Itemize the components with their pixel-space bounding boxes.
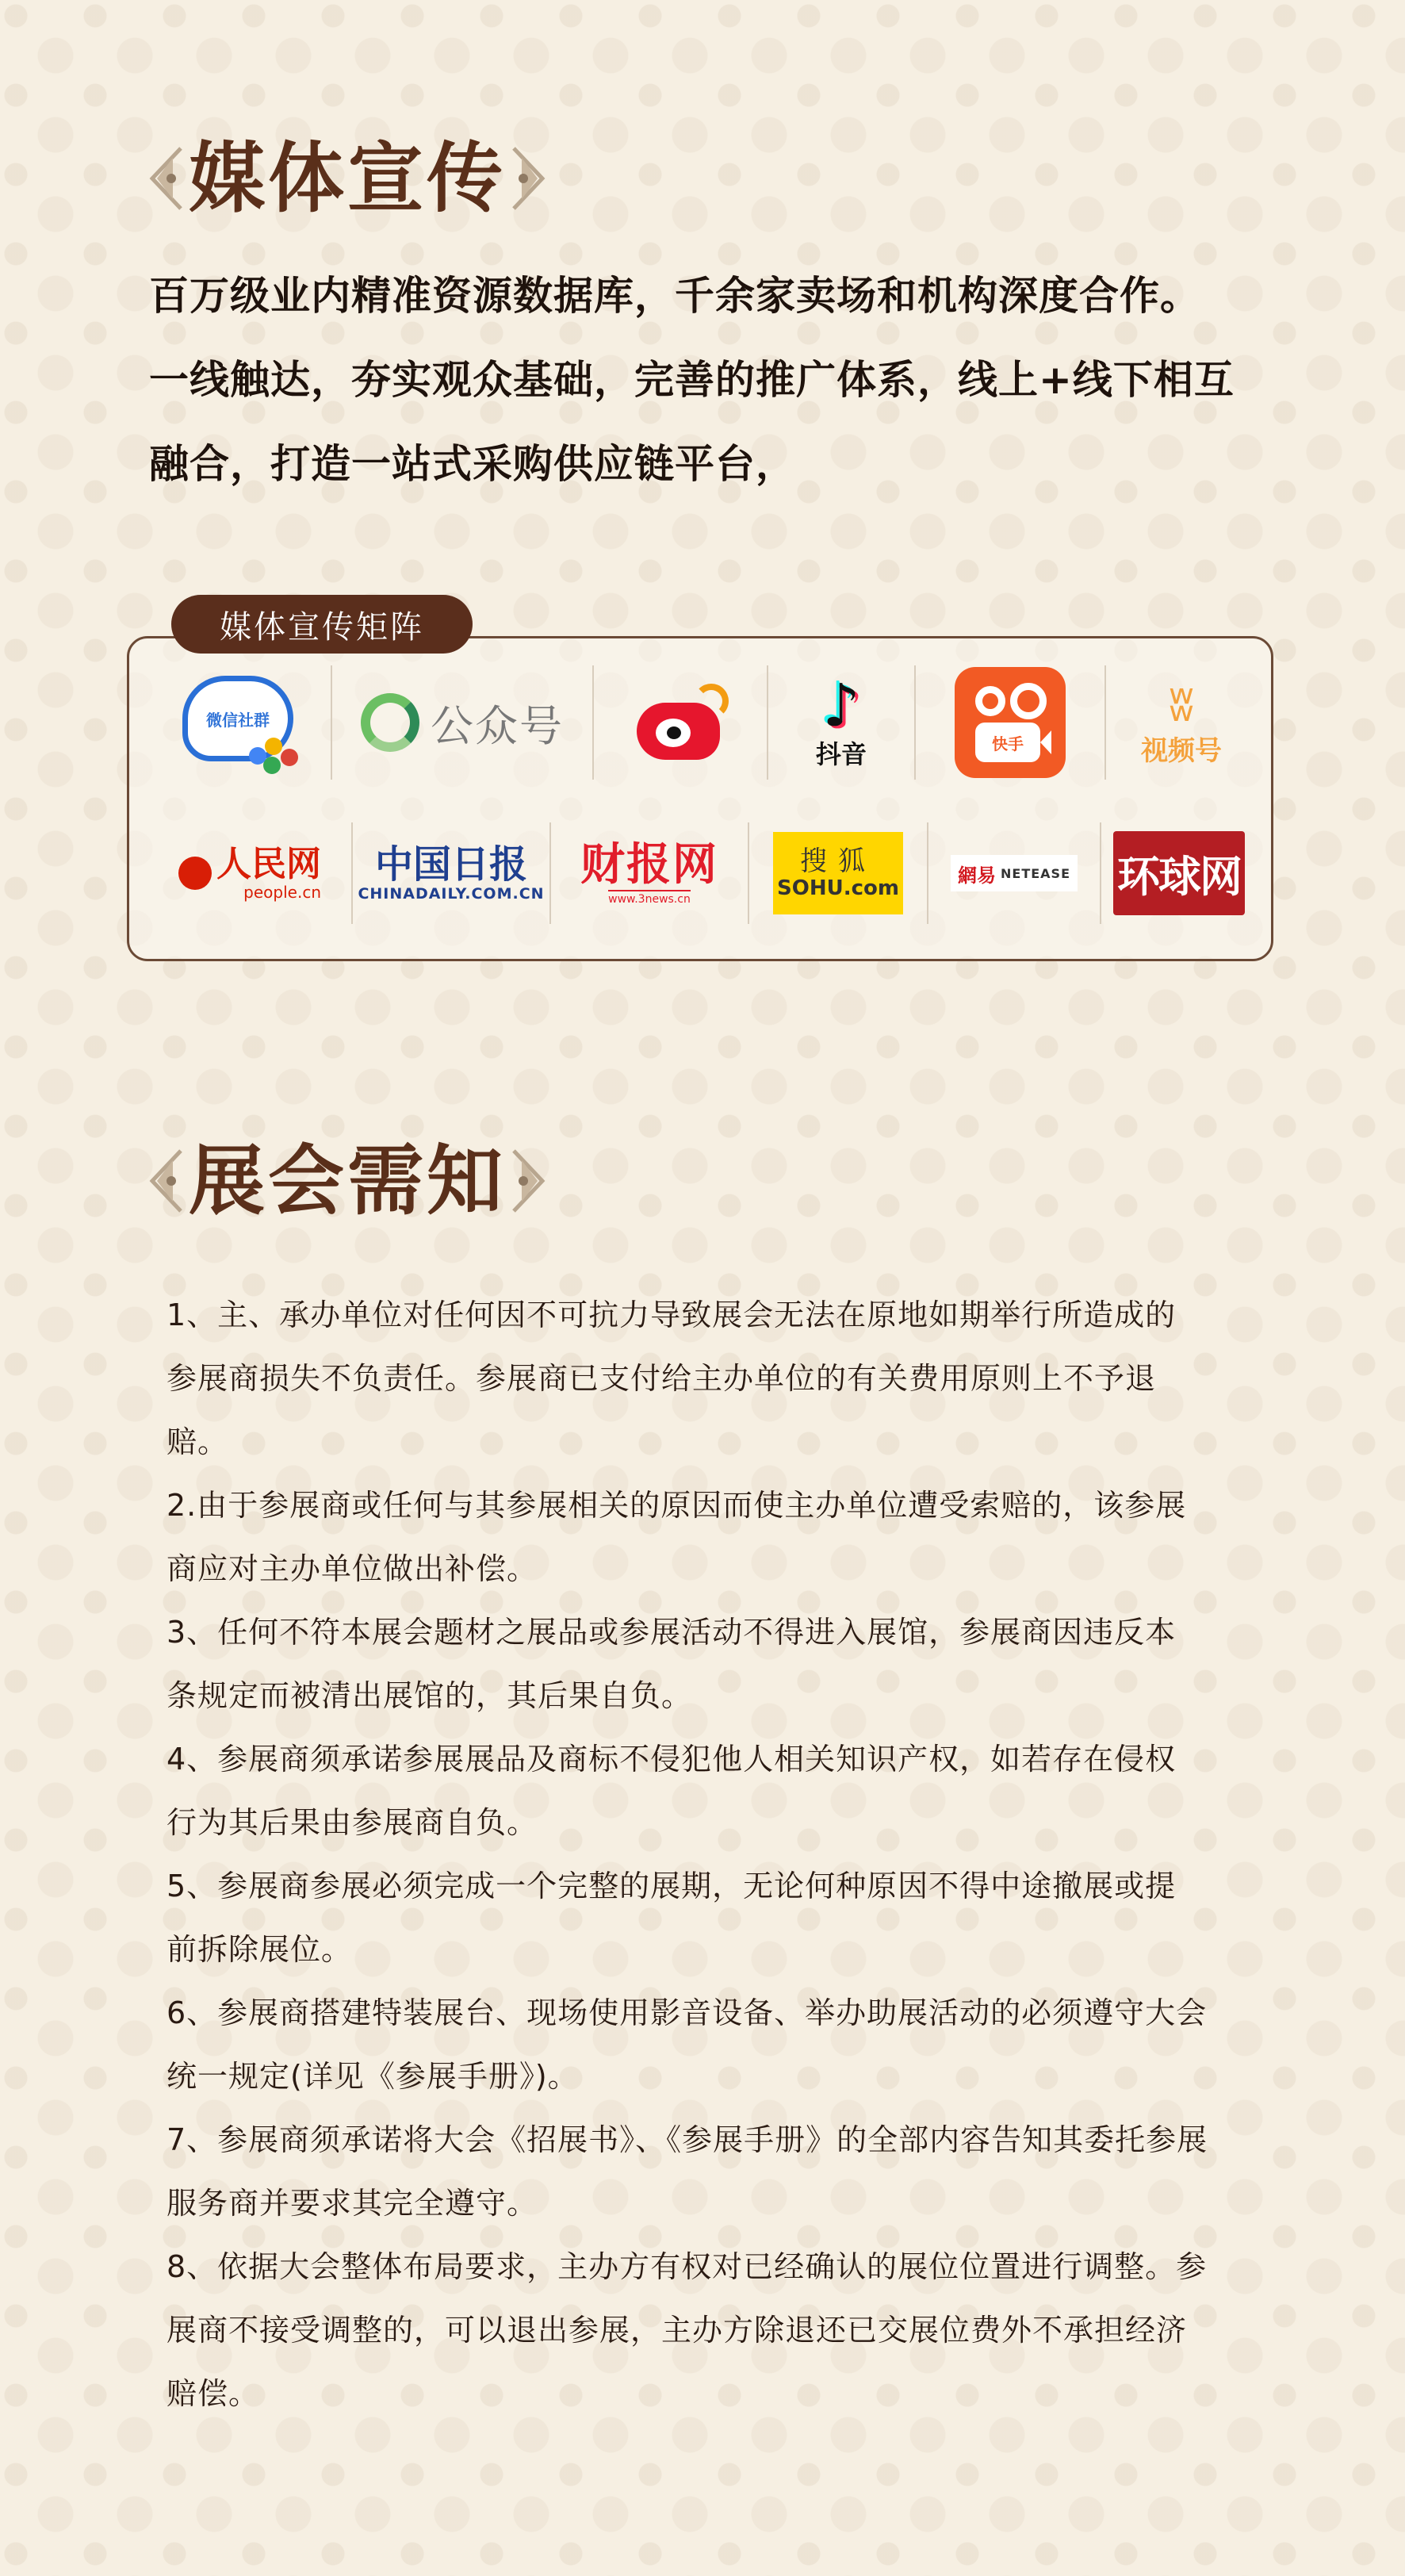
media-section-header	[141, 127, 553, 230]
sohu-sub: SOHU.com	[777, 876, 899, 900]
left-ornament-icon	[141, 1144, 182, 1217]
notice-line: 赔偿。	[167, 2376, 260, 2411]
gongzhonghao-label: 公众号	[431, 700, 564, 751]
left-ornament-icon	[141, 142, 182, 215]
notice-line: 2.由于参展商或任何与其参展相关的原因而使主办单位遭受索赔的，该参展	[167, 1488, 1187, 1523]
weibo-icon	[629, 679, 732, 766]
media-section-title: 媒体宣传	[189, 133, 506, 223]
notice-section-title: 展会需知	[189, 1136, 506, 1225]
huanqiu-title: 环球网	[1113, 831, 1245, 915]
shipinhao-logo	[1104, 665, 1257, 780]
kuaishou-logo	[914, 665, 1104, 780]
gongzhonghao-icon	[361, 693, 419, 752]
media-matrix-box	[127, 636, 1273, 961]
notice-line: 6、参展商搭建特装展台、现场使用影音设备、举办助展活动的必须遵守大会	[167, 1995, 1208, 2030]
people-icon	[178, 857, 212, 890]
chinadaily-title: 中国日报	[374, 842, 527, 887]
media-intro	[149, 254, 1275, 506]
wechat-group-label: 微信社群	[182, 676, 293, 761]
douyin-label: 抖音	[815, 739, 867, 769]
people-title: 人民网	[216, 844, 321, 884]
media-logo-row-2	[148, 822, 1257, 924]
notice-line: 7、参展商须承诺将大会《招展书》、《参展手册》的全部内容告知其委托参展	[167, 2122, 1208, 2157]
notice-line: 赔。	[167, 1424, 229, 1459]
intro-line: 一线触达，夯实观众基础，完善的推广体系，线上+线下相互	[149, 357, 1235, 403]
kuaishou-label: 快手	[975, 723, 1040, 762]
cbn-title: 财报网	[580, 839, 718, 891]
weibo-logo	[592, 665, 767, 780]
notice-line: 5、参展商参展必须完成一个完整的展期，无论何种原因不得中途撤展或提	[167, 1869, 1177, 1903]
right-ornament-icon	[512, 142, 553, 215]
notice-list	[167, 1283, 1253, 2425]
notice-line: 1、主、承办单位对任何因不可抗力导致展会无法在原地如期举行所造成的	[167, 1298, 1177, 1332]
chinadaily-sub: CHINADAILY.COM.CN	[358, 885, 545, 903]
huanqiu-logo	[1100, 822, 1257, 924]
netease-cn: 網易	[958, 863, 996, 887]
notice-line: 行为其后果由参展商自负。	[167, 1805, 538, 1840]
douyin-logo	[767, 665, 914, 780]
notice-line: 条规定而被清出展馆的，其后果自负。	[167, 1678, 693, 1713]
netease-en: NETEASE	[1001, 865, 1070, 881]
shipinhao-icon: ʬ	[1169, 673, 1194, 732]
notice-line: 4、参展商须承诺参展展品及商标不侵犯他人相关知识产权，如若存在侵权	[167, 1742, 1177, 1777]
notice-line: 统一规定(详见《参展手册》)。	[167, 2059, 579, 2094]
sohu-logo	[748, 822, 927, 924]
media-logo-row-1	[148, 665, 1257, 780]
notice-line: 服务商并要求其完全遵守。	[167, 2186, 538, 2221]
right-ornament-icon	[512, 1144, 553, 1217]
notice-line: 前拆除展位。	[167, 1932, 353, 1967]
kuaishou-icon	[955, 667, 1066, 778]
notice-line: 商应对主办单位做出补偿。	[167, 1551, 538, 1586]
sohu-title: 搜狐	[800, 845, 876, 877]
intro-line: 融合，打造一站式采购供应链平台，	[149, 441, 796, 487]
wechat-group-logo	[148, 665, 331, 780]
shipinhao-label: 视频号	[1141, 734, 1222, 767]
notice-line: 展商不接受调整的，可以退出参展，主办方除退还已交展位费外不承担经济	[167, 2313, 1188, 2348]
cbn-logo	[549, 822, 748, 924]
chinadaily-logo	[351, 822, 549, 924]
people-logo	[148, 822, 351, 924]
media-matrix-label: 媒体宣传矩阵	[171, 595, 473, 654]
cbn-sub: www.3news.cn	[608, 890, 691, 906]
notice-line: 3、任何不符本展会题材之展品或参展活动不得进入展馆，参展商因违反本	[167, 1615, 1177, 1650]
people-sub: people.cn	[243, 883, 321, 902]
notice-line: 8、依据大会整体布局要求，主办方有权对已经确认的展位位置进行调整。参	[167, 2249, 1208, 2284]
intro-line: 百万级业内精准资源数据库，千余家卖场和机构深度合作。	[149, 273, 1200, 319]
notice-line: 参展商损失不负责任。参展商已支付给主办单位的有关费用原则上不予退	[167, 1361, 1157, 1396]
netease-logo	[927, 822, 1100, 924]
douyin-icon: ♪	[822, 672, 860, 740]
notice-section-header	[141, 1129, 553, 1232]
gongzhonghao-logo	[331, 665, 592, 780]
